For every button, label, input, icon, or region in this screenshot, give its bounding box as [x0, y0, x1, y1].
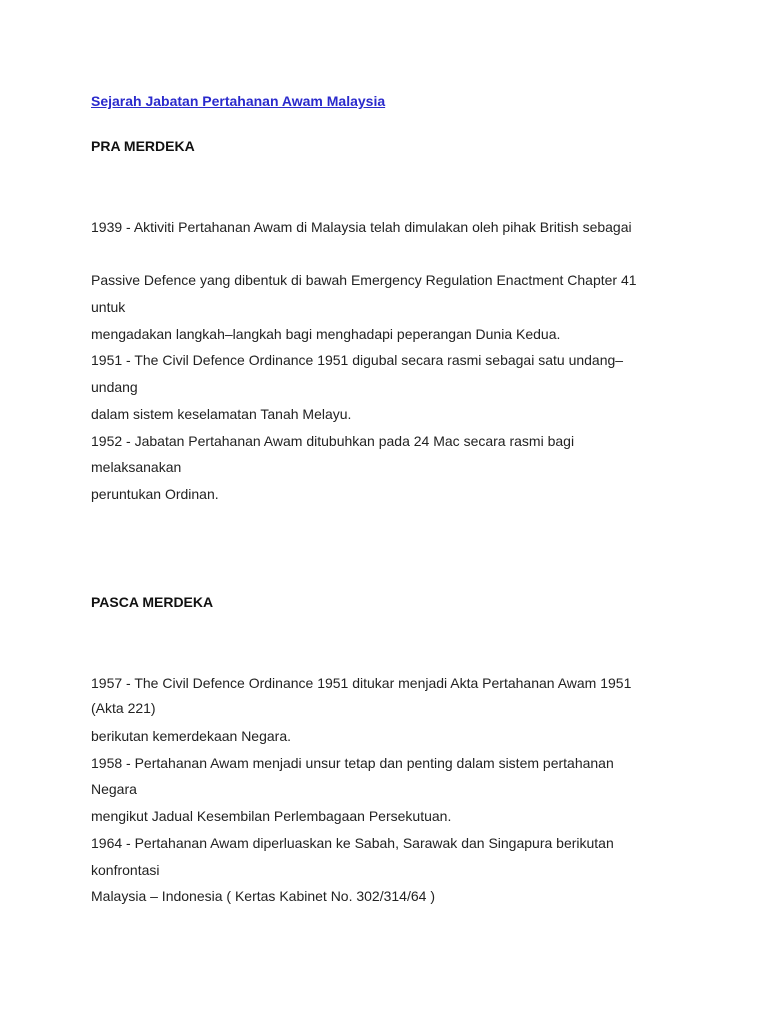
paragraph-line: 1939 - Aktiviti Pertahanan Awam di Malaysia telah dimulakan oleh pihak British sebagai: [91, 219, 632, 235]
section-heading-pasca-merdeka: PASCA MERDEKA: [91, 594, 214, 610]
paragraph-line: dalam sistem keselamatan Tanah Melayu.: [91, 406, 352, 422]
paragraph-line: 1964 - Pertahanan Awam diperluaskan ke Sabah, Sarawak dan Singapura berikutan: [91, 835, 614, 851]
paragraph-line: berikutan kemerdekaan Negara.: [91, 728, 292, 744]
paragraph-line: melaksanakan: [91, 459, 182, 475]
paragraph-line: (Akta 221): [91, 700, 156, 716]
paragraph-line: undang: [91, 379, 138, 395]
paragraph-line: 1958 - Pertahanan Awam menjadi unsur tetap dan penting dalam sistem pertahanan: [91, 755, 614, 771]
paragraph-line: Negara: [91, 781, 137, 797]
paragraph-line: mengadakan langkah–langkah bagi menghadapi peperangan Dunia Kedua.: [91, 326, 561, 342]
paragraph-line: Passive Defence yang dibentuk di bawah Emergency Regulation Enactment Chapter 41: [91, 272, 637, 288]
paragraph-line: 1952 - Jabatan Pertahanan Awam ditubuhkan pada 24 Mac secara rasmi bagi: [91, 433, 575, 449]
paragraph-line: untuk: [91, 299, 126, 315]
paragraph-line: Malaysia – Indonesia ( Kertas Kabinet No. 302/314/64 ): [91, 888, 435, 904]
paragraph-line: konfrontasi: [91, 862, 160, 878]
paragraph-line: 1957 - The Civil Defence Ordinance 1951 ditukar menjadi Akta Pertahanan Awam 1951: [91, 675, 632, 691]
section-heading-pra-merdeka: PRA MERDEKA: [91, 138, 195, 154]
paragraph-line: 1951 - The Civil Defence Ordinance 1951 digubal secara rasmi sebagai satu undang–: [91, 352, 624, 368]
paragraph-line: mengikut Jadual Kesembilan Perlembagaan Persekutuan.: [91, 808, 452, 824]
paragraph-line: peruntukan Ordinan.: [91, 486, 219, 502]
document-title-link[interactable]: Sejarah Jabatan Pertahanan Awam Malaysia: [91, 93, 386, 109]
